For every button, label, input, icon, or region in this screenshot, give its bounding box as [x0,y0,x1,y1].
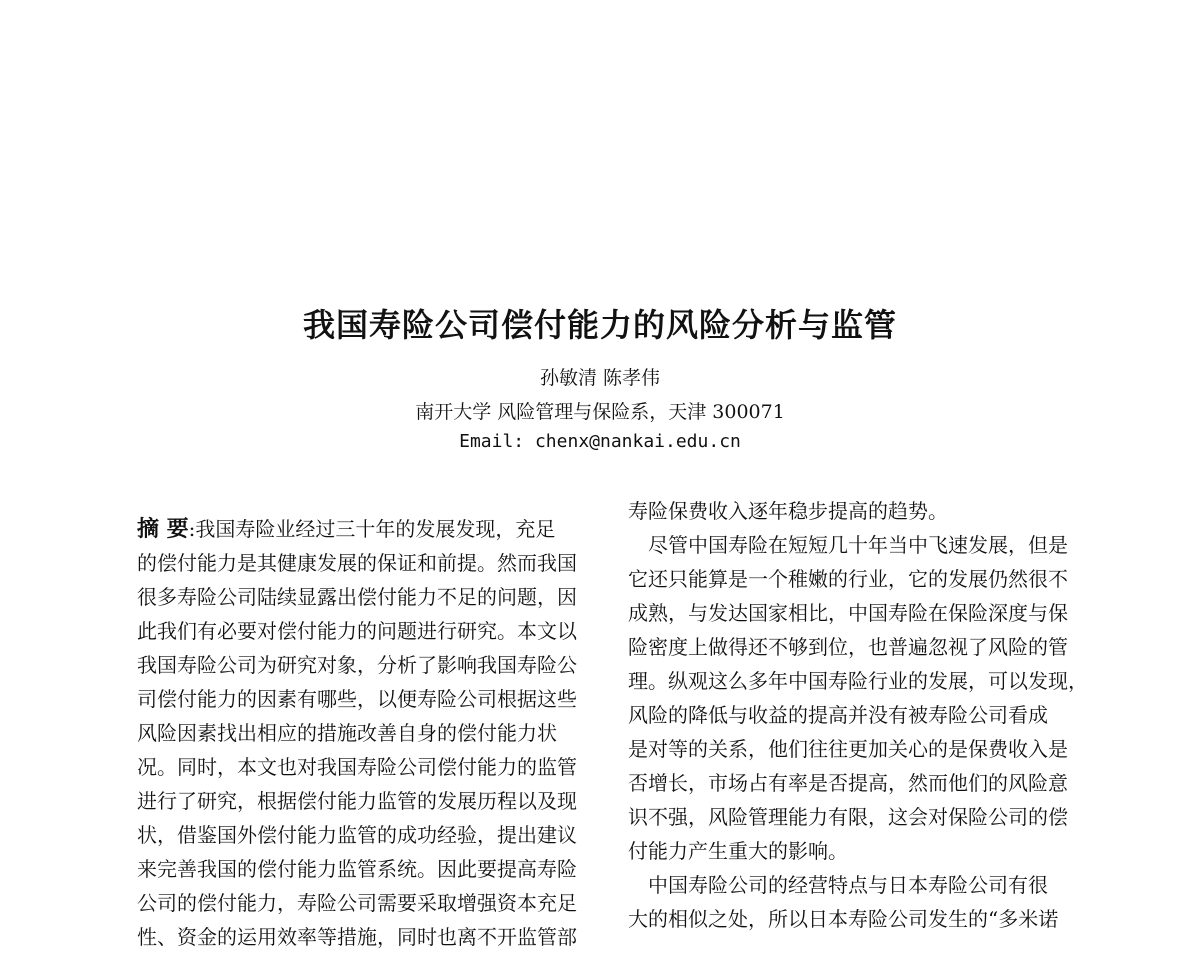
abstract-line: 性、资金的运用效率等措施，同时也离不开监管部 [137,925,577,949]
abstract-first-line-text: :我国寿险业经过三十年的发展发现，充足 [188,517,556,541]
abstract-label: 摘 要 [137,516,189,542]
abstract-column [137,512,589,954]
body-line: 险密度上做得还不够到位，也普遍忽视了风险的管 [628,635,1068,659]
paper-affiliation: 南开大学 风险管理与保险系，天津 300071 [415,401,785,423]
abstract-line: 来完善我国的偿付能力监管系统。因此要提高寿险 [137,857,577,881]
body-line: 中国寿险公司的经营特点与日本寿险公司有很 [628,873,1048,897]
abstract-first-line [137,512,589,546]
body-line: 风险的降低与收益的提高并没有被寿险公司看成 [628,703,1048,727]
abstract-line: 公司的偿付能力，寿险公司需要采取增强资本充足 [137,891,577,915]
abstract-line: 况。同时，本文也对我国寿险公司偿付能力的监管 [137,755,577,779]
body-line: 理。纵观这么多年中国寿险行业的发展，可以发现， [628,669,1088,693]
body-line: 是对等的关系，他们往往更加关心的是保费收入是 [628,737,1068,761]
body-line: 寿险保费收入逐年稳步提高的趋势。 [628,499,948,523]
body-line: 成熟，与发达国家相比，中国寿险在保险深度与保 [628,601,1068,625]
body-line: 识不强，风险管理能力有限，这会对保险公司的偿 [628,805,1068,829]
abstract-line: 此我们有必要对偿付能力的问题进行研究。本文以 [137,619,577,643]
paper-title: 我国寿险公司偿付能力的风险分析与监管 [302,306,897,344]
abstract-line: 很多寿险公司陆续显露出偿付能力不足的问题，因 [137,585,577,609]
body-column-right [628,494,1088,936]
abstract-line: 的偿付能力是其健康发展的保证和前提。然而我国 [137,551,577,575]
abstract-line: 进行了研究，根据偿付能力监管的发展历程以及现 [137,789,577,813]
body-line: 尽管中国寿险在短短几十年当中飞速发展，但是 [628,533,1068,557]
paper-authors: 孙敏清 陈孝伟 [539,367,661,389]
body-line: 付能力产生重大的影响。 [628,839,848,863]
abstract-line: 风险因素找出相应的措施改善自身的偿付能力状 [137,721,557,745]
body-line: 否增长，市场占有率是否提高，然而他们的风险意 [628,771,1068,795]
body-line: 大的相似之处，所以日本寿险公司发生的“多米诺 [628,907,1059,931]
paper-email: Email: chenx@nankai.edu.cn [459,431,741,452]
abstract-line: 我国寿险公司为研究对象，分析了影响我国寿险公 [137,653,577,677]
body-line: 它还只能算是一个稚嫩的行业，它的发展仍然很不 [628,567,1068,591]
abstract-line: 状，借鉴国外偿付能力监管的成功经验，提出建议 [137,823,577,847]
abstract-line: 司偿付能力的因素有哪些，以便寿险公司根据这些 [137,687,577,711]
